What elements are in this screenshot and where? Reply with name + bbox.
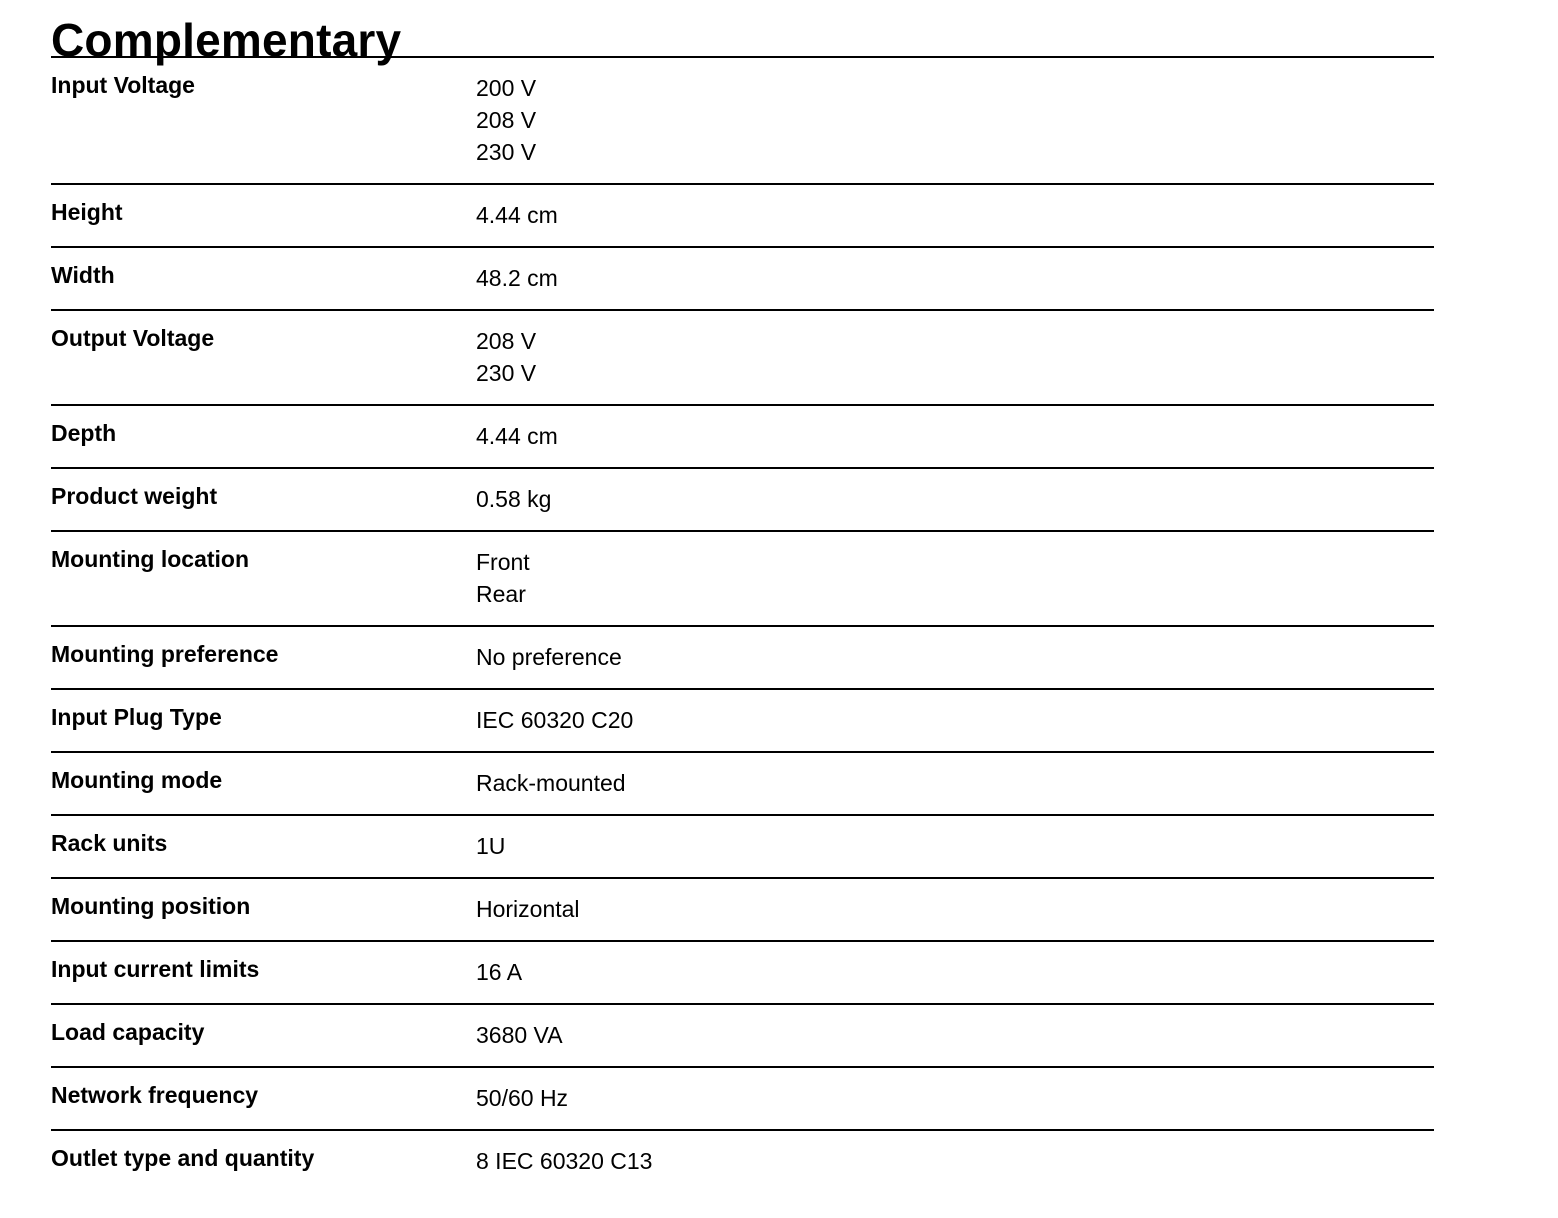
spec-row-input-voltage xyxy=(51,58,1434,184)
spec-label: Mounting location xyxy=(51,531,476,626)
spec-label: Input current limits xyxy=(51,941,476,1004)
spec-table xyxy=(51,58,1434,1192)
spec-value: 208 V xyxy=(476,328,537,354)
spec-value: Horizontal xyxy=(476,896,580,922)
spec-label: Output Voltage xyxy=(51,310,476,405)
spec-value: 230 V xyxy=(476,139,537,165)
spec-label: Rack units xyxy=(51,815,476,878)
spec-label: Input Plug Type xyxy=(51,689,476,752)
spec-row-outlet-type-and-quantity xyxy=(51,1130,1434,1192)
spec-value: 200 V xyxy=(476,75,537,101)
spec-label: Outlet type and quantity xyxy=(51,1145,315,1171)
spec-value: 8 IEC 60320 C13 xyxy=(476,1148,653,1174)
spec-value: 48.2 cm xyxy=(476,265,558,291)
spec-label: Product weight xyxy=(51,468,476,531)
spec-row-input-plug-type xyxy=(51,689,1434,752)
spec-label: Network frequency xyxy=(51,1067,476,1130)
spec-values xyxy=(476,878,1434,941)
spec-value: 3680 VA xyxy=(476,1022,563,1048)
spec-values xyxy=(476,531,1434,626)
spec-values xyxy=(476,689,1434,752)
spec-row-load-capacity xyxy=(51,1004,1434,1067)
spec-label: Mounting preference xyxy=(51,626,476,689)
spec-row-mounting-location xyxy=(51,531,1434,626)
spec-row-width xyxy=(51,247,1434,310)
spec-value: 0.58 kg xyxy=(476,486,552,512)
spec-value: Front xyxy=(476,549,530,575)
spec-values xyxy=(476,941,1434,1004)
spec-value: Rear xyxy=(476,581,526,607)
spec-values xyxy=(476,405,1434,468)
spec-values xyxy=(476,1004,1434,1067)
spec-row-mounting-mode xyxy=(51,752,1434,815)
spec-values xyxy=(476,626,1434,689)
spec-value: 4.44 cm xyxy=(476,423,558,449)
spec-label: Mounting mode xyxy=(51,752,476,815)
spec-values xyxy=(476,58,1434,184)
spec-label: Mounting position xyxy=(51,878,476,941)
spec-row-output-voltage xyxy=(51,310,1434,405)
spec-label: Width xyxy=(51,247,476,310)
spec-value: 16 A xyxy=(476,959,523,985)
spec-row-rack-units xyxy=(51,815,1434,878)
spec-values xyxy=(476,310,1434,405)
spec-values xyxy=(476,247,1434,310)
spec-values xyxy=(476,1130,1434,1192)
spec-table-body xyxy=(51,58,1434,1192)
spec-label: Depth xyxy=(51,405,476,468)
spec-section xyxy=(51,0,1434,1192)
spec-values xyxy=(476,1067,1434,1130)
spec-row-depth xyxy=(51,405,1434,468)
spec-values xyxy=(476,815,1434,878)
section-title: Complementary xyxy=(51,0,1434,58)
spec-row-network-frequency xyxy=(51,1067,1434,1130)
spec-row-height xyxy=(51,184,1434,247)
spec-values xyxy=(476,184,1434,247)
spec-value: 4.44 cm xyxy=(476,202,558,228)
spec-label: Load capacity xyxy=(51,1004,476,1067)
spec-value: 230 V xyxy=(476,360,537,386)
spec-values xyxy=(476,752,1434,815)
spec-label: Input Voltage xyxy=(51,58,476,184)
spec-row-product-weight xyxy=(51,468,1434,531)
spec-value: 208 V xyxy=(476,107,537,133)
spec-value: No preference xyxy=(476,644,622,670)
spec-value: IEC 60320 C20 xyxy=(476,707,634,733)
spec-value: Rack-mounted xyxy=(476,770,626,796)
spec-values xyxy=(476,468,1434,531)
spec-value: 1U xyxy=(476,833,506,859)
spec-row-input-current-limits xyxy=(51,941,1434,1004)
spec-row-mounting-position xyxy=(51,878,1434,941)
spec-row-mounting-preference xyxy=(51,626,1434,689)
spec-value: 50/60 Hz xyxy=(476,1085,569,1111)
spec-label: Height xyxy=(51,184,476,247)
